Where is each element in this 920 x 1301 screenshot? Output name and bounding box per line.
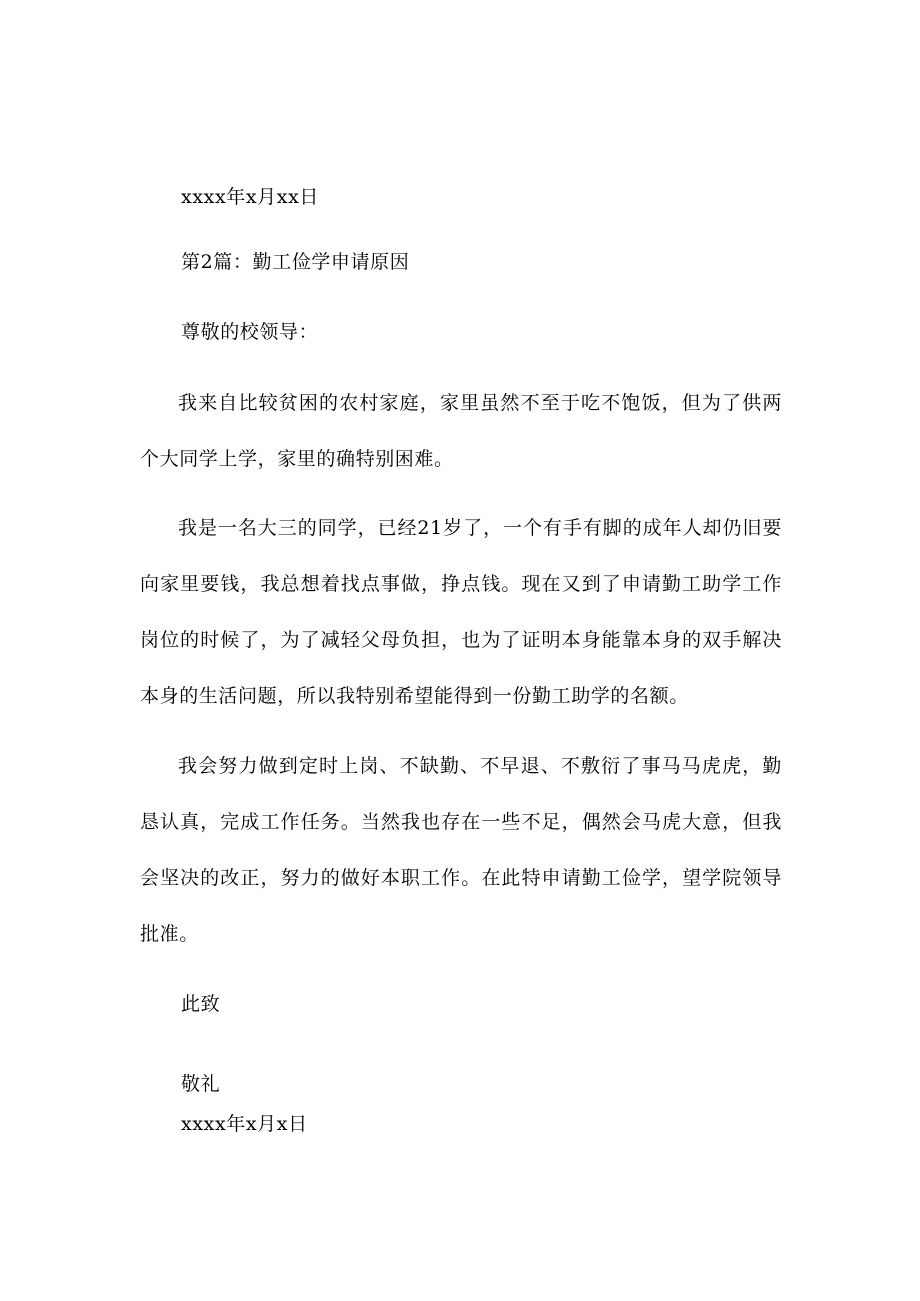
paragraph-1: 我来自比较贫困的农村家庭，家里虽然不至于吃不饱饭，但为了供两个大同学上学，家里的确特别困难。	[140, 392, 782, 470]
paragraph-3: 我会努力做到定时上岗、不缺勤、不早退、不敷衍了事马马虎虎，勤恳认真，完成工作任务。当然我也存在一些不足，偶然会马虎大意，但我会坚决的改正，努力的做好本职工作。在此特申请勤工俭学，望学院领导批准。	[140, 755, 782, 945]
salutation: 尊敬的校领导：	[181, 321, 319, 343]
paragraph-2: 我是一名大三的同学，已经21岁了，一个有手有脚的成年人却仍旧要向家里要钱，我总想着找点事做，挣点钱。现在又到了申请勤工助学工作岗位的时候了，为了减轻父母负担，也为了证明本身能靠本身的双手解决本身的生活问题，所以我特别希望能得到一份勤工助学的名额。	[140, 517, 782, 707]
date-top: xxxx年x月xx日	[181, 186, 320, 208]
closing: 此致	[181, 993, 221, 1015]
date-bottom: xxxx年x月x日	[181, 1113, 308, 1135]
regards: 敬礼	[181, 1073, 221, 1095]
document-heading: 第2篇：勤工俭学申请原因	[181, 251, 410, 273]
